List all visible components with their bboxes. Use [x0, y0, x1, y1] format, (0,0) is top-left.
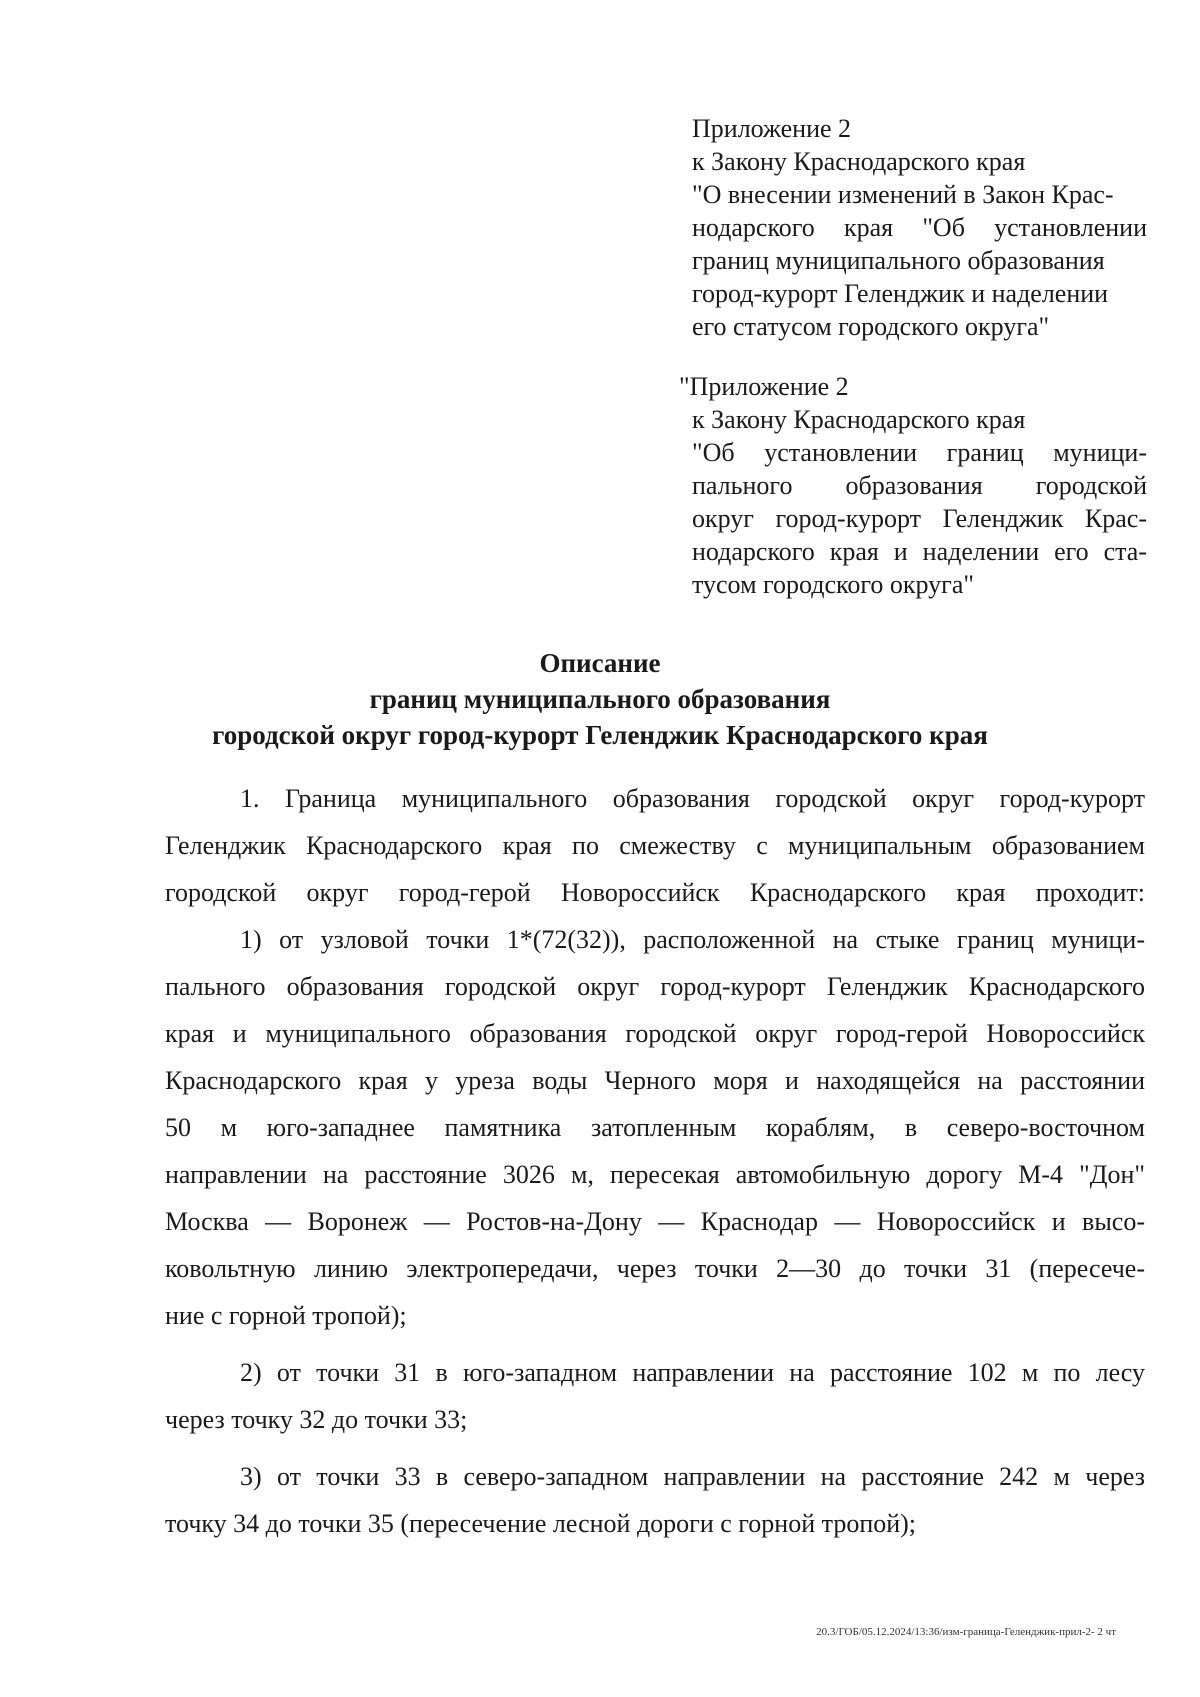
appendix-header-original	[679, 370, 1147, 601]
paragraph-item-2	[165, 1349, 1145, 1443]
text-line: Москва — Воронеж — Ростов-на-Дону — Краснодар — Новороссийск и высо-	[165, 1207, 1145, 1236]
text-line: точку 34 до точки 35 (пересечение лесной дороги с горной тропой);	[165, 1509, 917, 1538]
title-line: городской округ город-курорт Геленджик Краснодарского края	[212, 720, 988, 750]
appendix-line: "О внесении изменений в Закон Крас-	[692, 180, 1114, 209]
appendix-header-amendment	[692, 112, 1147, 343]
text-line: направлении на расстояние 3026 м, пересекая автомобильную дорогу М-4 "Дон"	[165, 1160, 1145, 1189]
text-line: городской округ город-герой Новороссийск Краснодарского края проходит:	[165, 878, 1145, 907]
text-line: Краснодарского края у уреза воды Черного моря и находящейся на расстоянии	[165, 1066, 1145, 1095]
paragraph-item-3	[165, 1453, 1145, 1547]
text-line: Геленджик Краснодарского края по смежеству с муниципальным образованием	[165, 831, 1145, 860]
text-line: 2) от точки 31 в юго-западном направлении на расстояние 102 м по лесу	[240, 1358, 1145, 1387]
text-line: края и муниципального образования городской округ город-герой Новороссийск	[165, 1019, 1145, 1048]
text-line: пального образования городской округ город-курорт Геленджик Краснодарского	[165, 972, 1145, 1001]
text-line: 1) от узловой точки 1*(72(32)), расположенной на стыке границ муници-	[240, 925, 1145, 954]
text-line: ковольтную линию электропередачи, через точки 2—30 до точки 31 (пересече-	[165, 1254, 1145, 1283]
appendix-line: город-курорт Геленджик и наделении	[692, 279, 1109, 308]
document-footer-code: 20.3/ГОБ/05.12.2024/13:36/изм-граница-Геленджик-прил-2- 2 чт	[816, 1626, 1116, 1638]
appendix-line: округ город-курорт Геленджик Крас-	[692, 504, 1147, 533]
title-line: Описание	[539, 648, 661, 678]
text-line: ние с горной тропой);	[165, 1301, 407, 1330]
appendix-line: "Приложение 2	[679, 372, 849, 401]
appendix-line: Приложение 2	[692, 114, 852, 143]
paragraph-item-1	[165, 916, 1145, 1339]
appendix-line: его статусом городского округа"	[692, 312, 1050, 341]
paragraph-1	[165, 775, 1145, 916]
text-line: 1. Граница муниципального образования городской округ город-курорт	[240, 784, 1145, 813]
appendix-line: к Закону Краснодарского края	[692, 405, 1026, 434]
text-line: 3) от точки 33 в северо-западном направлении на расстояние 242 м через	[240, 1462, 1145, 1491]
text-line: через точку 32 до точки 33;	[165, 1405, 468, 1434]
title-line: границ муниципального образования	[369, 684, 831, 714]
document-title	[0, 645, 1200, 753]
appendix-line: "Об установлении границ муници-	[692, 438, 1147, 467]
appendix-line: нодарского края и наделении его ста-	[692, 537, 1147, 566]
appendix-line: границ муниципального образования	[692, 246, 1105, 275]
document-body	[165, 775, 1145, 1547]
text-line: 50 м юго-западнее памятника затопленным кораблям, в северо-восточном	[165, 1113, 1145, 1142]
appendix-line: тусом городского округа"	[692, 570, 974, 599]
appendix-line: пального образования городской	[692, 471, 1147, 500]
appendix-line: к Закону Краснодарского края	[692, 147, 1026, 176]
appendix-line: нодарского края "Об установлении	[692, 213, 1147, 242]
